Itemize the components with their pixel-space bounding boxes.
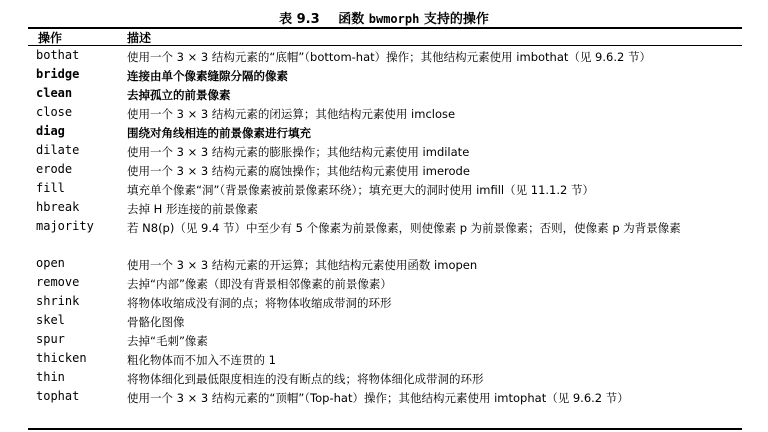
table-row [28, 180, 742, 199]
table-bottom-rule [28, 428, 742, 430]
row-operation: erode [36, 162, 73, 176]
row-operation: diag [36, 124, 65, 138]
table-row [28, 331, 742, 350]
row-description: 使用一个 3 × 3 结构元素的膨胀操作；其他结构元素使用 imdilate [127, 145, 470, 159]
header-description: 描述 [127, 31, 152, 45]
table-title [0, 8, 768, 27]
row-description: 使用一个 3 × 3 结构元素的闭运算；其他结构元素使用 imclose [127, 107, 456, 121]
row-description: 去掉 H 形连接的前景像素 [127, 202, 258, 216]
row-description: 骨骼化图像 [127, 315, 185, 329]
table-row [28, 123, 742, 142]
table-header-rule [28, 45, 742, 46]
table-row [28, 85, 742, 104]
table-row [28, 293, 742, 312]
row-description: 去掉“毛刺”像素 [127, 334, 208, 348]
row-description: 若 N8(p)（见 9.4 节）中至少有 5 个像素为前景像素，则使像素 p 为前景像素；否则，使像素 p 为背景像素 [127, 221, 681, 235]
table-row [28, 104, 742, 123]
table-row [28, 66, 742, 85]
row-description: 连接由单个像素缝隙分隔的像素 [127, 69, 288, 83]
table-number: 表 9.3 [279, 12, 320, 27]
row-operation: close [36, 105, 73, 119]
table-title-prefix: 函数 [338, 12, 365, 27]
row-description: 去掉孤立的前景像素 [127, 88, 231, 102]
row-operation: fill [36, 181, 65, 195]
row-operation: spur [36, 332, 65, 346]
row-description: 去掉“内部”像素（即没有背景相邻像素的前景像素） [127, 277, 392, 291]
table-row [28, 369, 742, 388]
table-row [28, 161, 742, 180]
row-description: 围绕对角线相连的前景像素进行填充 [127, 126, 311, 140]
table-row [28, 47, 742, 66]
row-operation: open [36, 256, 65, 270]
table-row [28, 142, 742, 161]
table-row [28, 388, 742, 407]
row-operation: bridge [36, 67, 80, 81]
row-operation: thicken [36, 351, 87, 365]
row-operation: clean [36, 86, 73, 100]
table-row [28, 312, 742, 331]
row-operation: tophat [36, 389, 80, 403]
row-description: 粗化物体而不加入不连贯的 1 [127, 353, 276, 367]
row-description: 将物体细化到最低限度相连的没有断点的线；将物体细化成带洞的环形 [127, 372, 484, 386]
row-description: 使用一个 3 × 3 结构元素的腐蚀操作；其他结构元素使用 imerode [127, 164, 470, 178]
table-row [28, 255, 742, 274]
row-operation: thin [36, 370, 65, 384]
row-operation: bothat [36, 48, 80, 62]
row-operation: dilate [36, 143, 80, 157]
row-description: 填充单个像素“洞”（背景像素被前景像素环绕）；填充更大的洞时使用 imfill（见 11.1.2 节） [127, 183, 594, 197]
table-row [28, 350, 742, 369]
row-description: 使用一个 3 × 3 结构元素的“底帽”（bottom-hat）操作；其他结构元素使用 imbothat（见 9.6.2 节） [127, 50, 651, 64]
table-title-suffix: 支持的操作 [423, 12, 489, 27]
table-body [28, 47, 742, 407]
table-row [28, 218, 742, 255]
row-operation: shrink [36, 294, 80, 308]
row-operation: remove [36, 275, 80, 289]
row-operation: skel [36, 313, 65, 327]
table-title-function: bwmorph [368, 12, 420, 26]
row-operation: hbreak [36, 200, 80, 214]
header-operation: 操作 [38, 31, 63, 45]
table-row [28, 199, 742, 218]
row-description: 使用一个 3 × 3 结构元素的“顶帽”（Top-hat）操作；其他结构元素使用 imtophat（见 9.6.2 节） [127, 391, 629, 405]
table-row [28, 274, 742, 293]
row-description: 将物体收缩成没有洞的点；将物体收缩成带洞的环形 [127, 296, 392, 310]
table-header [28, 28, 742, 45]
row-operation: majority [36, 219, 94, 233]
row-description: 使用一个 3 × 3 结构元素的开运算；其他结构元素使用函数 imopen [127, 258, 478, 272]
